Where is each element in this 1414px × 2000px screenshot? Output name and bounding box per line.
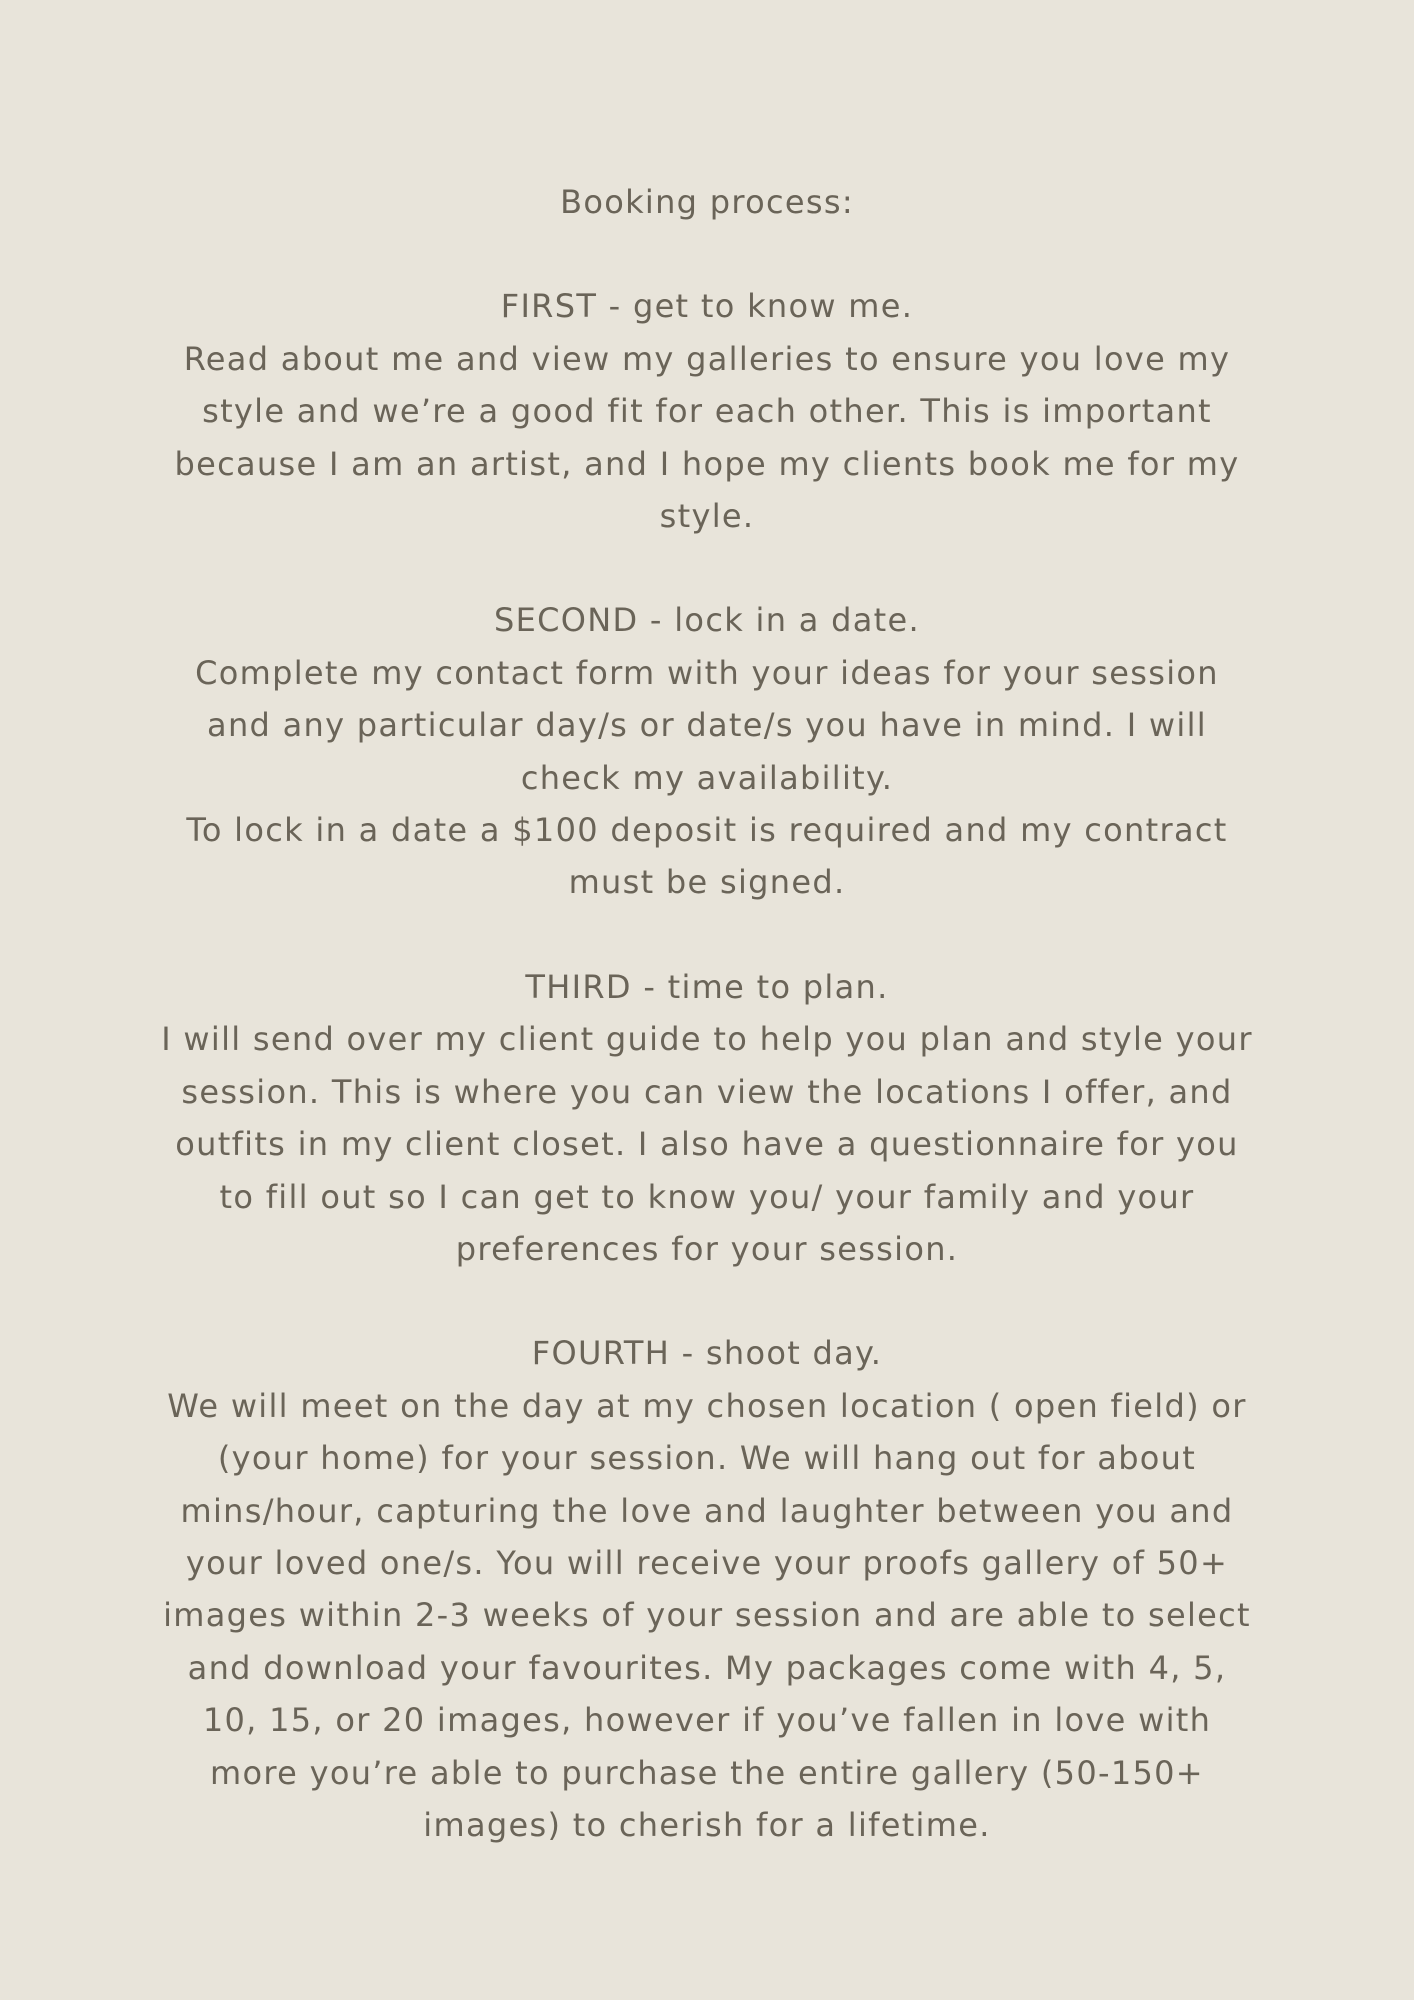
booking-process-document — [160, 176, 1254, 1851]
section-heading: THIRD - time to plan. — [525, 967, 889, 1006]
section-heading: SECOND - lock in a date. — [494, 601, 920, 640]
section-paragraph: Read about me and view my galleries to ensure you love my style and we’re a good fit for each other. This is important because I am an artist, and I hope my clients book me for my style. — [174, 339, 1240, 536]
section-fourth — [160, 1327, 1254, 1851]
section-paragraph: To lock in a date a $100 deposit is required and my contract must be signed. — [186, 811, 1228, 902]
section-first — [160, 280, 1254, 542]
section-heading: FOURTH - shoot day. — [531, 1334, 883, 1373]
section-second — [160, 594, 1254, 908]
section-paragraph: We will meet on the day at my chosen location ( open field) or (your home) for your session. We will hang out for about mins/hour, capturing the love and laughter between you and your loved one/s. You will receive your proofs gallery of 50+ images within 2-3 weeks of your session and are able to select and download your favourites. My packages come with 4, 5, 10, 15, or 20 images, however if you’ve fallen in love with more you’re able to purchase the entire gallery (50-150+ images) to cherish for a lifetime. — [163, 1386, 1251, 1844]
section-third — [160, 961, 1254, 1275]
section-heading: FIRST - get to know me. — [500, 287, 914, 326]
section-paragraph: I will send over my client guide to help you plan and style your session. This is where you can view the locations I offer, and outfits in my client closet. I also have a questionnaire for you to fill out so I can get to know you/ your family and your preferences for your session. — [161, 1020, 1253, 1268]
page-title: Booking process: — [560, 183, 854, 221]
section-paragraph: Complete my contact form with your ideas for your session and any particular day/s or date/s you have in mind. I will check my availability. — [195, 653, 1219, 797]
